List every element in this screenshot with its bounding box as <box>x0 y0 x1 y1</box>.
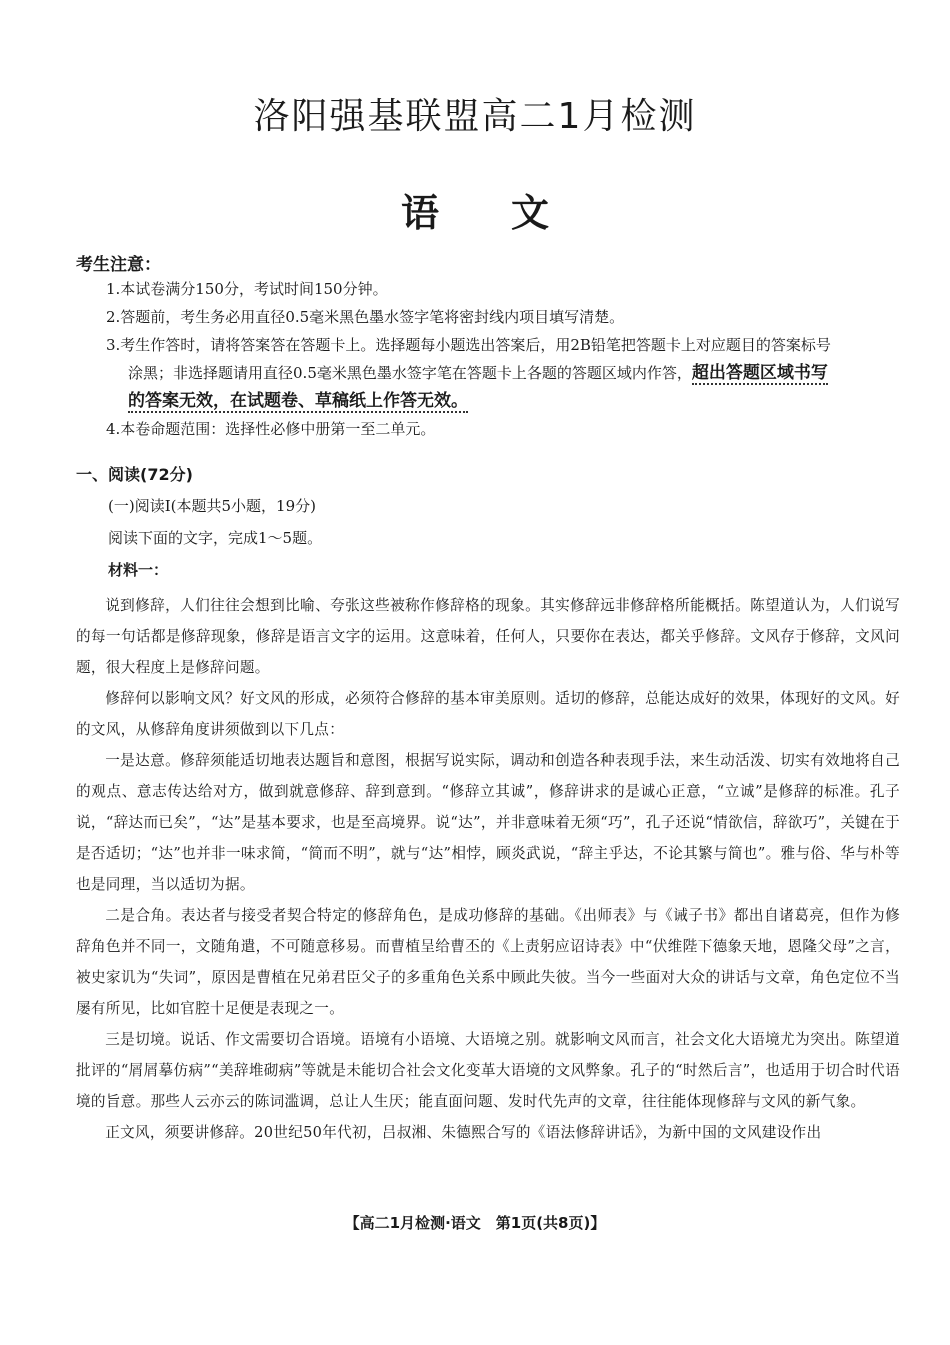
reading-passage <box>76 590 900 1148</box>
section-heading: 一、阅读(72分) <box>76 465 193 484</box>
instruction: 阅读下面的文字，完成1～5题。 <box>108 529 323 547</box>
notice-item-3-line3 <box>106 387 896 415</box>
paragraph-5: 三是切境。说话、作文需要切合语境。语境有小语境、大语境之别。就影响文风而言，社会文化大语境尤为突出。陈望道批评的“屑屑摹仿病”“美辞堆砌病”等就是未能切合社会文化变革大语境的文风弊象。孔子的“时然后言”，也适用于切合时代语境的旨意。那些人云亦云的陈词滥调，总让人生厌；能直面问题、发时代先声的文章，往往能体现修辞与文风的新气象。 <box>76 1031 900 1110</box>
section-intro <box>76 492 896 584</box>
notice-emphasis-1: 超出答题区域书写 <box>691 363 828 383</box>
notice-item-4: 4.本卷命题范围：选择性必修中册第一至二单元。 <box>106 420 436 438</box>
material-label: 材料一： <box>108 561 169 579</box>
notice-item-3: 3.考生作答时，请将答案答在答题卡上。选择题每小题选出答案后，用2B铅笔把答题卡上对应题目的答案标号 <box>106 336 831 354</box>
sub-heading: (一)阅读Ⅰ(本题共5小题，19分) <box>108 497 316 515</box>
notice-item-3-line2: 涂黑；非选择题请用直径0.5毫米黑色墨水签字笔在答题卡上各题的答题区域内作答， <box>128 364 692 382</box>
paragraph-4: 二是合角。表达者与接受者契合特定的修辞角色，是成功修辞的基础。《出师表》与《诫子书》都出自诸葛亮，但作为修辞角色并不同一，文随角遣，不可随意移易。而曹植呈给曹丕的《上责躬应诏诗表》中“伏维陛下德象天地，恩隆父母”之言，被史家讥为“失词”，原因是曹植在兄弟君臣父子的多重角色关系中顾此失彼。当今一些面对大众的讲话与文章，角色定位不当屡有所见，比如官腔十足便是表现之一。 <box>76 907 900 1017</box>
notice-list <box>106 275 896 443</box>
paragraph-1: 说到修辞，人们往往会想到比喻、夸张这些被称作修辞格的现象。其实修辞远非修辞格所能概括。陈望道认为，人们说写的每一句话都是修辞现象，修辞是语言文字的运用。这意味着，任何人，只要你在表达，都关乎修辞。文风存于修辞，文风问题，很大程度上是修辞问题。 <box>76 597 900 676</box>
paragraph-6: 正文风，须要讲修辞。20世纪50年代初，吕叔湘、朱德熙合写的《语法修辞讲话》，为新中国的文风建设作出 <box>105 1124 822 1141</box>
subject-char-2: 文 <box>511 191 550 235</box>
exam-title: 洛阳强基联盟高二1月检测 <box>253 96 697 137</box>
notice-emphasis-2: 的答案无效，在试题卷、草稿纸上作答无效。 <box>128 391 468 411</box>
subject-char-1: 语 <box>400 191 439 235</box>
page-footer: 【高二1月检测·语文 第1页(共8页)】 <box>344 1214 606 1232</box>
notice-item-2: 2.答题前，考生务必用直径0.5毫米黑色墨水签字笔将密封线内项目填写清楚。 <box>106 308 625 326</box>
notice-item-1: 1.本试卷满分150分，考试时间150分钟。 <box>106 280 388 298</box>
paragraph-3: 一是达意。修辞须能适切地表达题旨和意图，根据写说实际，调动和创造各种表现手法，来生动活泼、切实有效地将自己的观点、意志传达给对方，做到就意修辞、辞到意到。“修辞立其诚”，修辞讲求的是诚心正意，“立诚”是修辞的标准。孔子说，“辞达而已矣”，“达”是基本要求，也是至高境界。说“达”，并非意味着无须“巧”，孔子还说“情欲信，辞欲巧”，关键在于是否适切；“达”也并非一味求简，“简而不明”，就与“达”相悖，顾炎武说，“辞主乎达，不论其繁与简也”。雅与俗、华与朴等也是同理，当以适切为据。 <box>76 752 900 893</box>
subject-title <box>0 182 950 237</box>
notice-item-3-cont <box>106 359 896 387</box>
paragraph-2: 修辞何以影响文风？好文风的形成，必须符合修辞的基本审美原则。适切的修辞，总能达成好的效果，体现好的文风。好的文风，从修辞角度讲须做到以下几点： <box>76 690 900 738</box>
notice-heading: 考生注意： <box>76 255 161 275</box>
